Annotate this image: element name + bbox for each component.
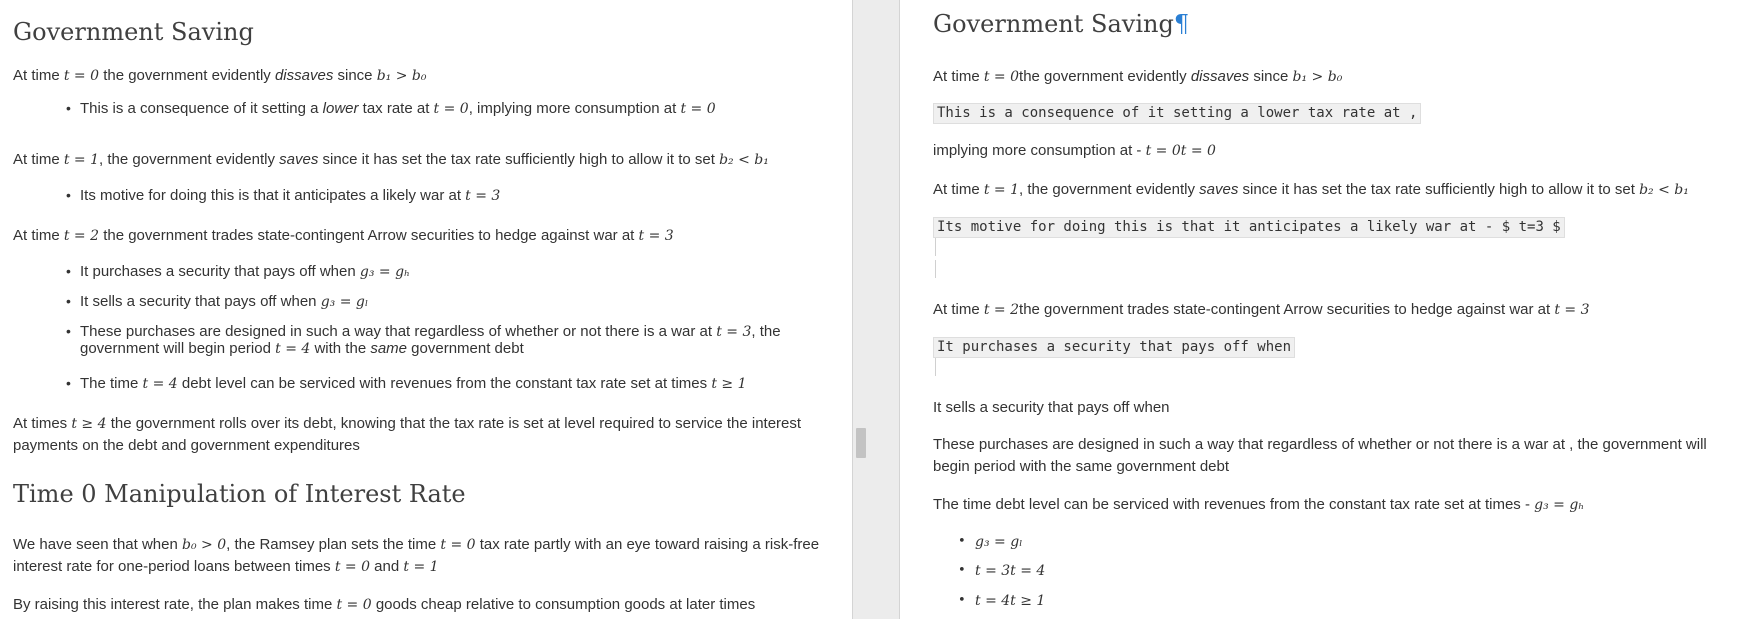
code-block[interactable]: Its motive for doing this is that it anticipates a likely war at - $ t=3 $: [933, 217, 1565, 238]
editor-paragraph[interactable]: At time t = 1, the government evidently saves since it has set the tax rate sufficiently high to allow it to set b₂ < b₁: [933, 181, 1689, 198]
list-item[interactable]: • t = 3t = 4: [975, 563, 1045, 579]
editor-paragraph[interactable]: These purchases are designed in such a way that regardless of whether or not there is a war at , the government will begin period with the same government debt: [933, 436, 1707, 475]
empty-line-marker: [935, 260, 936, 278]
paragraph-time-2: At time t = 2 the government trades state-contingent Arrow securities to hedge against war at t = 3: [13, 227, 674, 244]
list-item[interactable]: • g₃ = gₗ: [975, 534, 1023, 550]
editor-pane[interactable]: [900, 0, 1755, 619]
code-block[interactable]: It purchases a security that pays off when: [933, 337, 1295, 358]
pane-splitter[interactable]: [852, 0, 900, 619]
heading-time-0-manipulation: Time 0 Manipulation of Interest Rate: [13, 480, 466, 508]
editor-paragraph[interactable]: The time debt level can be serviced with revenues from the constant tax rate set at times - g₃ = gₕ: [933, 496, 1585, 513]
list-item: • The time t = 4 debt level can be serviced with revenues from the constant tax rate set at times t ≥ 1: [80, 375, 800, 392]
paragraph-raising-interest: By raising this interest rate, the plan makes time t = 0 goods cheap relative to consumption goods at later times: [13, 596, 756, 613]
editor-paragraph[interactable]: At time t = 2the government trades state-contingent Arrow securities to hedge against war at t = 3: [933, 301, 1590, 318]
paragraph-time-0: At time t = 0 the government evidently dissaves since b₁ > b₀: [13, 67, 427, 84]
editor-paragraph[interactable]: implying more consumption at - t = 0t = 0: [933, 142, 1216, 159]
code-block[interactable]: This is a consequence of it setting a lower tax rate at ,: [933, 103, 1421, 124]
empty-line-marker: [935, 358, 936, 376]
list-item: • Its motive for doing this is that it anticipates a likely war at t = 3: [80, 187, 800, 204]
editor-paragraph[interactable]: It sells a security that pays off when: [933, 399, 1170, 416]
paragraph-time-1: At time t = 1, the government evidently saves since it has set the tax rate sufficiently high to allow it to set b₂ < b₁: [13, 151, 769, 168]
list-item: • It purchases a security that pays off when g₃ = gₕ: [80, 263, 800, 280]
editor-paragraph[interactable]: At time t = 0the government evidently dissaves since b₁ > b₀: [933, 68, 1343, 85]
paragraph-times-4: At times t ≥ 4 the government rolls over its debt, knowing that the tax rate is set at level required to service the interest payments on the debt and government expenditures: [13, 415, 802, 454]
heading-government-saving-editor[interactable]: Government Saving¶: [933, 10, 1190, 38]
list-item: • These purchases are designed in such a way that regardless of whether or not there is a war at t = 3, the government will begin period t = 4 with the same government debt: [80, 323, 800, 357]
rendered-preview-pane: [0, 0, 852, 619]
empty-line-marker: [935, 238, 936, 256]
paragraph-ramsey-plan: We have seen that when b₀ > 0, the Ramsey plan sets the time t = 0 tax rate partly with an eye toward raising a risk-free interest rate for one-period loans between times t = 0 and t = 1: [13, 536, 820, 575]
list-item: • It sells a security that pays off when g₃ = gₗ: [80, 293, 800, 310]
pilcrow-icon: ¶: [1173, 10, 1190, 38]
heading-government-saving: Government Saving: [13, 18, 254, 46]
scrollbar-thumb[interactable]: [856, 428, 866, 458]
list-item[interactable]: • t = 4t ≥ 1: [975, 593, 1045, 609]
list-item: • This is a consequence of it setting a lower tax rate at t = 0, implying more consumption at t = 0: [80, 100, 800, 117]
